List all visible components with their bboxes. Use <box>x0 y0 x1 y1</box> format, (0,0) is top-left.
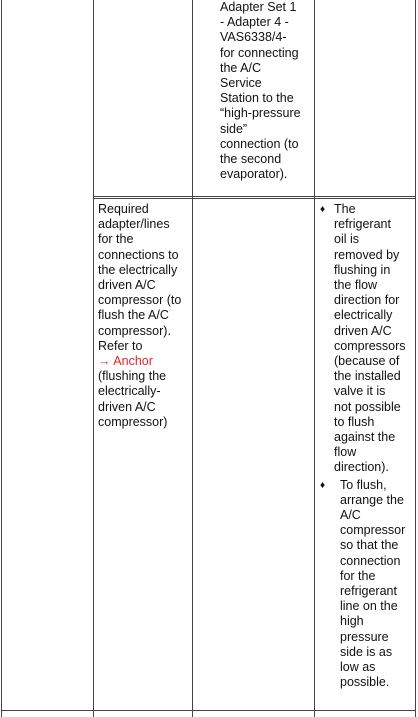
row-divider <box>93 198 416 199</box>
row-divider <box>1 710 416 711</box>
required-adapter-cell <box>98 202 190 430</box>
list-item: ♦ To flush, arrange the A/C compressor so that the connection for the refrigerant line on the high pressure side is as low as possible. <box>320 478 412 691</box>
flushing-note-text: (flushing the electrically- driven A/C compressor) <box>98 369 168 429</box>
adapter-set-cell: Adapter Set 1 - Adapter 4 - VAS6338/4- for connecting the A/C Service Station to the “high-pressure side” connection (to the second evaporator). <box>220 0 301 182</box>
list-item: ♦ The refrigerant oil is removed by flushing in the flow direction for electrically driven A/C compressors (because of the installed valve it is not possible to flush against the flow direction). <box>320 202 412 476</box>
required-adapter-text: Required adapter/lines for the connections to the electrically driven A/C compressor (to flush the A/C compressor). Refer to <box>98 202 182 353</box>
column-divider <box>415 0 416 717</box>
column-divider <box>314 0 315 717</box>
anchor-link[interactable]: → Anchor <box>98 354 153 369</box>
row-divider <box>93 196 416 197</box>
bullet-list <box>320 202 412 691</box>
column-divider <box>1 0 2 717</box>
column-divider <box>93 0 94 717</box>
column-divider <box>192 0 193 717</box>
